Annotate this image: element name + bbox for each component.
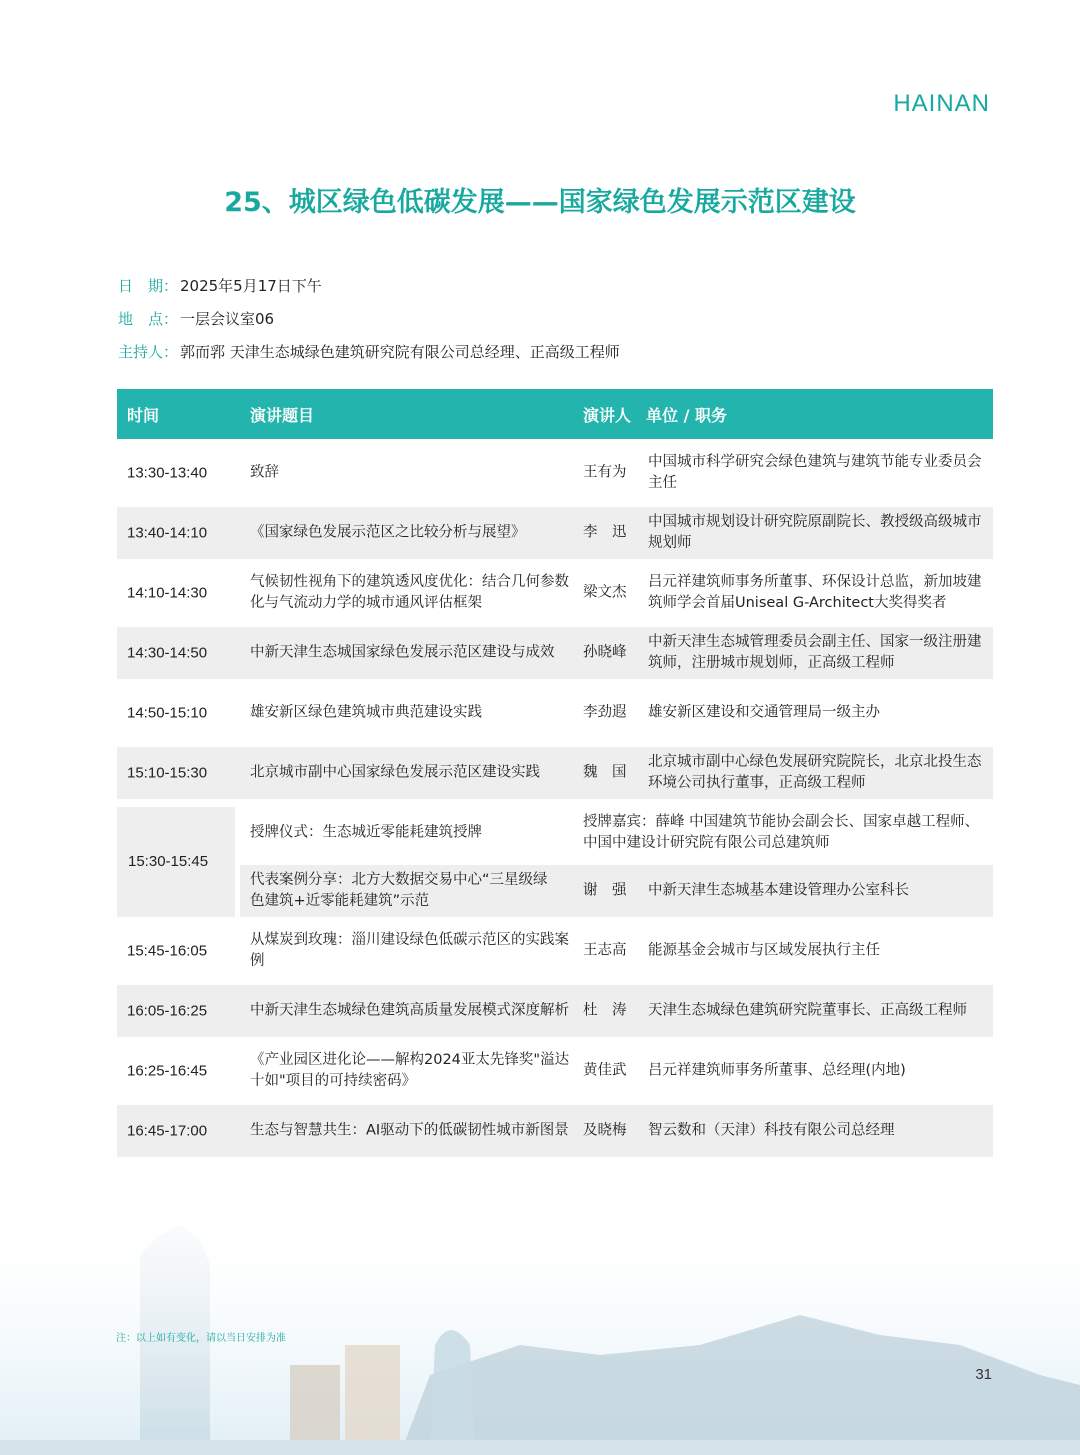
- row-time: 13:30-13:40: [127, 464, 208, 482]
- award-guest: 授牌嘉宾：薛峰 中国建筑节能协会副会长、国家卓越工程师、中国中建设计研究院有限公司总建筑师: [583, 814, 980, 851]
- row-speaker: 梁文杰: [583, 584, 627, 601]
- header-topic: 演讲题目: [250, 406, 315, 425]
- date-row: [118, 270, 620, 303]
- row-topic: 从煤炭到玫瑰：淄川建设绿色低碳示范区的实践案例: [250, 932, 569, 969]
- row-speaker: 杜 涛: [583, 1002, 627, 1019]
- row-unit: 吕元祥建筑师事务所董事、总经理(内地): [648, 1062, 906, 1079]
- row-unit: 中国城市规划设计研究院原副院长、教授级高级城市规划师: [648, 514, 982, 551]
- case-share-topic: 代表案例分享：北方大数据交易中心“三星级绿色建筑+近零能耗建筑”示范: [250, 872, 548, 909]
- table-row: [117, 447, 993, 499]
- row-time: 16:05-16:25: [127, 1002, 208, 1020]
- city-skyline-illustration: [0, 1195, 1080, 1455]
- table-row: [117, 507, 993, 559]
- row-time: 13:40-14:10: [127, 524, 208, 542]
- award-topic: 授牌仪式：生态城近零能耗建筑授牌: [250, 824, 482, 841]
- row-unit: 中国城市科学研究会绿色建筑与建筑节能专业委员会主任: [648, 454, 982, 491]
- award-subrow: [240, 807, 993, 859]
- header-unit: 单位 / 职务: [646, 406, 727, 425]
- table-row: [117, 687, 993, 739]
- row-topic: 雄安新区绿色建筑城市典范建设实践: [250, 704, 482, 721]
- row-unit: 天津生态城绿色建筑研究院董事长、正高级工程师: [648, 1002, 967, 1019]
- venue-row: [118, 303, 620, 336]
- row-speaker: 王有为: [583, 464, 627, 481]
- case-share-subrow: [240, 865, 993, 917]
- row-speaker: 王志高: [583, 942, 627, 959]
- row-topic: 《国家绿色发展示范区之比较分析与展望》: [250, 524, 526, 541]
- row-unit: 中新天津生态城管理委员会副主任、国家一级注册建筑师，注册城市规划师，正高级工程师: [648, 634, 982, 671]
- row-speaker: 魏 国: [583, 764, 627, 781]
- date-label: 日 期：: [118, 277, 179, 295]
- table-row: [117, 567, 993, 619]
- row-unit: 吕元祥建筑师事务所董事、环保设计总监，新加坡建筑师学会首届Uniseal G-Architect大奖得奖者: [648, 574, 982, 611]
- host-value: 郭而郛 天津生态城绿色建筑研究院有限公司总经理、正高级工程师: [180, 343, 620, 361]
- header-time: 时间: [127, 406, 160, 425]
- session-meta: [118, 270, 620, 369]
- venue-label: 地 点：: [118, 310, 179, 328]
- table-row: [117, 925, 993, 977]
- page-number: 31: [975, 1366, 992, 1383]
- row-topic: 中新天津生态城国家绿色发展示范区建设与成效: [250, 644, 555, 661]
- row-time: 14:30-14:50: [127, 644, 208, 662]
- row-unit: 智云数和（天津）科技有限公司总经理: [648, 1122, 895, 1139]
- region-tag: HAINAN: [893, 90, 990, 117]
- row-time: 16:45-17:00: [127, 1122, 208, 1140]
- schedule-table: [117, 389, 993, 1165]
- row-time: 16:25-16:45: [127, 1062, 208, 1080]
- row-topic: 《产业园区进化论——解构2024亚太先锋奖"溢达十如"项目的可持续密码》: [250, 1052, 570, 1089]
- award-ceremony-block: [117, 807, 993, 917]
- row-speaker: 李 迅: [583, 524, 627, 541]
- row-time: 15:45-16:05: [127, 942, 208, 960]
- host-row: [118, 336, 620, 369]
- session-title: 25、城区绿色低碳发展——国家绿色发展示范区建设: [224, 187, 856, 218]
- row-speaker: 李劲遐: [583, 704, 627, 721]
- row-speaker: 黄佳武: [583, 1062, 627, 1079]
- case-share-speaker: 谢 强: [583, 882, 627, 899]
- row-unit: 雄安新区建设和交通管理局一级主办: [648, 704, 880, 721]
- table-row: [117, 1045, 993, 1097]
- case-share-unit: 中新天津生态城基本建设管理办公室科长: [648, 882, 909, 899]
- row-unit: 能源基金会城市与区域发展执行主任: [648, 942, 880, 959]
- row-topic: 致辞: [250, 464, 279, 481]
- row-speaker: 孙晓峰: [583, 644, 627, 661]
- row-time: 14:10-14:30: [127, 584, 208, 602]
- header-speaker: 演讲人: [583, 406, 632, 425]
- venue-value: 一层会议室06: [180, 310, 275, 328]
- footnote: 注：以上如有变化，请以当日安排为准: [116, 1333, 286, 1344]
- host-label: 主持人：: [118, 343, 179, 361]
- table-row: [117, 985, 993, 1037]
- table-body: [117, 447, 993, 1157]
- table-row: [117, 1105, 993, 1157]
- table-row: [117, 627, 993, 679]
- award-time: 15:30-15:45: [128, 853, 209, 870]
- row-time: 15:10-15:30: [127, 764, 208, 782]
- date-value: 2025年5月17日下午: [180, 277, 322, 295]
- row-time: 14:50-15:10: [127, 704, 208, 722]
- row-topic: 北京城市副中心国家绿色发展示范区建设实践: [250, 764, 540, 781]
- row-topic: 气候韧性视角下的建筑透风度优化：结合几何参数化与气流动力学的城市通风评估框架: [250, 574, 569, 611]
- table-row: [117, 747, 993, 799]
- award-time-cell: [117, 807, 235, 917]
- table-header: [117, 389, 993, 439]
- row-topic: 生态与智慧共生：AI驱动下的低碳韧性城市新图景: [250, 1122, 569, 1139]
- row-topic: 中新天津生态城绿色建筑高质量发展模式深度解析: [250, 1002, 569, 1019]
- row-unit: 北京城市副中心绿色发展研究院院长，北京北投生态环境公司执行董事，正高级工程师: [648, 754, 982, 791]
- row-speaker: 及晓梅: [583, 1122, 627, 1139]
